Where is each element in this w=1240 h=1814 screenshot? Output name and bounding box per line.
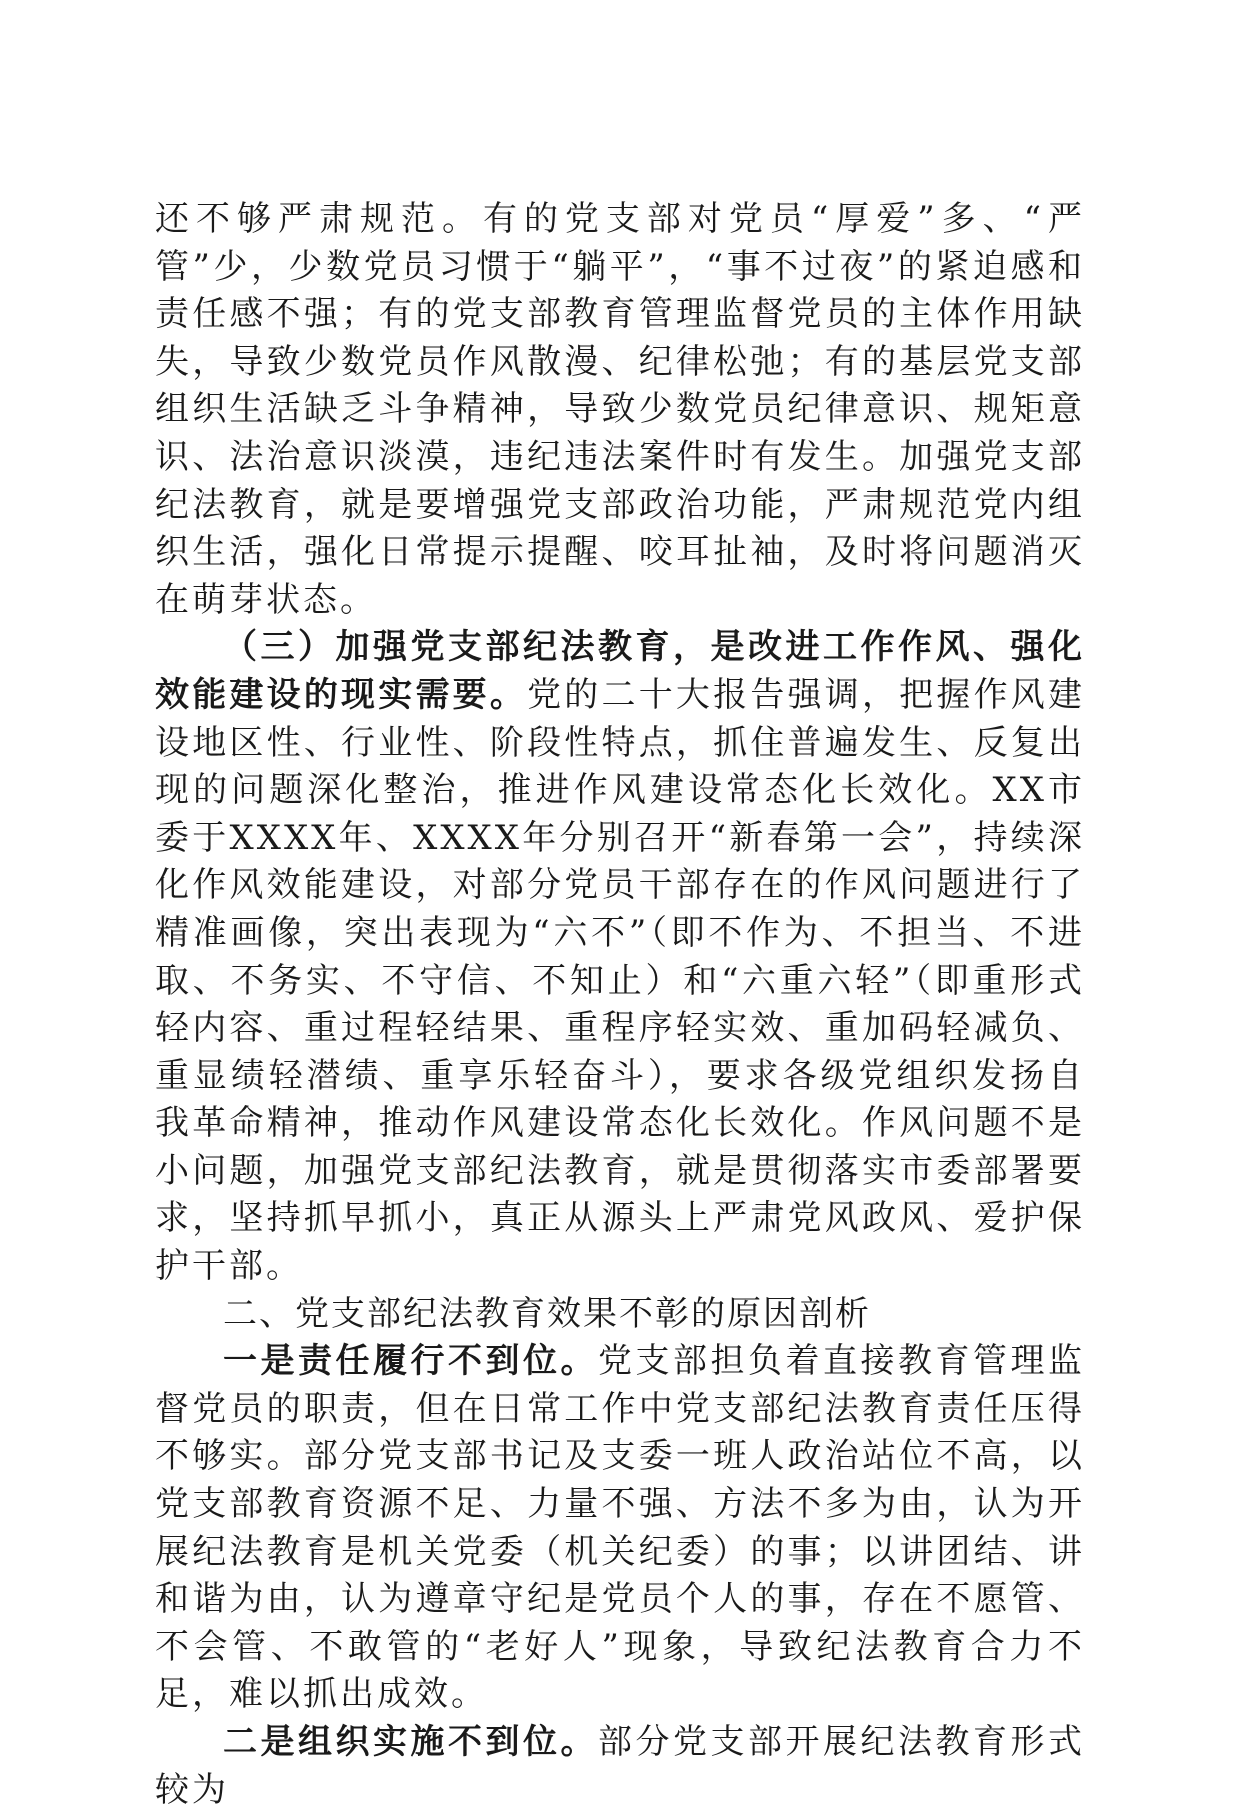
point-1-body: 党支部担负着直接教育管理监督党员的职责，但在日常工作中党支部纪法教育责任压得不够实。部分党支部书记及支委一班人政治站位不高，以党支部教育资源不足、力量不强、方法不多为由，认为开展纪法教育是机关党委（机关纪委）的事；以讲团结、讲和谐为由，认为遵章守纪是党员个人的事，存在不愿管、不会管、不敢管的“老好人”现象，导致纪法教育合力不足，难以抓出成效。 (155, 1341, 1085, 1715)
section-heading-2: 二、党支部纪法教育效果不彰的原因剖析 (223, 1293, 871, 1334)
point-2-body: 部分党支部开展纪法教育形式较为 (155, 1722, 1085, 1810)
point-1-lead: 一是责任履行不到位。 (223, 1341, 598, 1382)
paragraph-section-3 (155, 624, 1085, 1290)
section-3-body: 党的二十大报告强调，把握作风建设地区性、行业性、阶段性特点，抓住普遍发生、反复出现的问题深化整治，推进作风建设常态化长效化。XX市委于XXXX年、XXXX年分别召开“新春第一会”，持续深化作风效能建设，对部分党员干部存在的作风问题进行了精准画像，突出表现为“六不”（即不作为、不担当、不进取、不务实、不守信、不知止）和“六重六轻”（即重形式轻内容、重过程轻结果、重程序轻实效、重加码轻减负、重显绩轻潜绩、重享乐轻奋斗），要求各级党组织发扬自我革命精神，推动作风建设常态化长效化。作风问题不是小问题，加强党支部纪法教育，就是贯彻落实市委部署要求，坚持抓早抓小，真正从源头上严肃党风政风、爱护保护干部。 (155, 674, 1086, 1287)
paragraph-point-2 (155, 1719, 1085, 1814)
paragraph-continuation: 还不够严肃规范。有的党支部对党员“厚爱”多、“严管”少，少数党员习惯于“躺平”，“事不过夜”的紧迫感和责任感不强；有的党支部教育管理监督党员的主体作用缺失，导致少数党员作风散漫、纪律松弛；有的基层党支部组织生活缺乏斗争精神，导致少数党员纪律意识、规矩意识、法治意识淡漠，违纪违法案件时有发生。加强党支部纪法教育，就是要增强党支部政治功能，严肃规范党内组织生活，强化日常提示提醒、咬耳扯袖，及时将问题消灭在萌芽状态。 (155, 199, 1085, 620)
paragraph-point-1 (155, 1338, 1085, 1719)
document-body (155, 196, 1085, 1814)
point-2-lead: 二是组织实施不到位。 (223, 1722, 598, 1762)
section-3-lead: （三）加强党支部纪法教育，是改进工作作风、强化效能建设的现实需要。 (155, 627, 1085, 715)
